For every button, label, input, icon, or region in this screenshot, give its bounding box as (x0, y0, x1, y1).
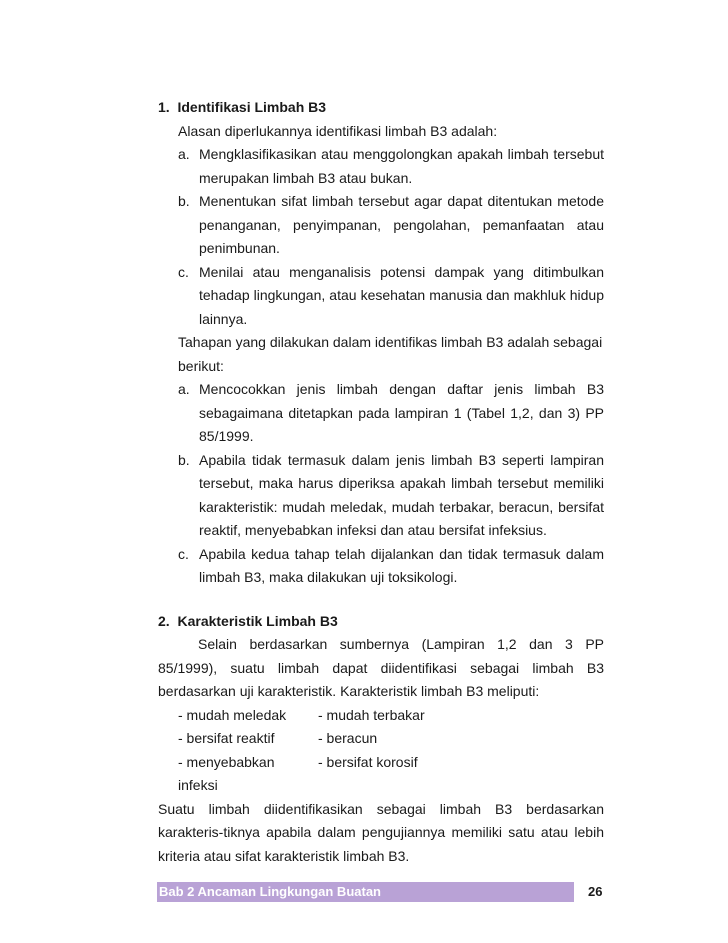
section-1-heading (158, 96, 604, 120)
list-marker: c. (178, 263, 189, 280)
list-item (158, 449, 604, 543)
reasons-list (158, 143, 604, 331)
list-item (158, 378, 604, 449)
characteristics-list (158, 704, 604, 798)
section-1-number: 1. (158, 99, 170, 115)
list-item (158, 704, 604, 728)
list-text: Mengklasifikasikan atau menggolongkan apakah limbah tersebut merupakan limbah B3 atau bukan. (199, 146, 604, 186)
footer-chapter-title: Bab 2 Ancaman Lingkungan Buatan (159, 884, 381, 899)
list-item (158, 143, 604, 190)
document-body (158, 96, 604, 868)
section-2-number: 2. (158, 612, 170, 629)
list-text: Mencocokkan jenis limbah dengan daftar jenis limbah B3 sebagaimana ditetapkan pada lampiran 1 (Tabel 1,2, dan 3) PP 85/1999. (199, 381, 604, 444)
list-item (158, 543, 604, 590)
steps-list (158, 378, 604, 590)
characteristic: - beracun (318, 730, 378, 746)
list-item (158, 261, 604, 332)
steps-intro: Tahapan yang dilakukan dalam identifikas limbah B3 adalah sebagai berikut: (178, 334, 603, 374)
list-marker: b. (178, 193, 190, 209)
page-number: 26 (588, 884, 603, 899)
list-text: Apabila tidak termasuk dalam jenis limbah B3 seperti lampiran tersebut, maka harus diperiksa apakah limbah tersebut memiliki karakteristik: mudah meledak, mudah terbakar, beracun, bersifat reaktif, menyebabkan infeksi dan atau bersifat infeksius. (199, 451, 604, 538)
section-2-paragraph: Selain berdasarkan sumbernya (Lampiran 1,2 dan 3 PP 85/1999), suatu limbah dapat diidentifikasi sebagai limbah B3 berdasarkan uji karakteristik. Karakteristik limbah B3 meliputi: (158, 636, 604, 699)
characteristic: - bersifat reaktif (178, 730, 275, 746)
characteristic: - bersifat korosif (318, 753, 418, 770)
list-marker: a. (178, 146, 190, 162)
section-2-closing: Suatu limbah diidentifikasikan sebagai limbah B3 berdasarkan karakteris-tiknya apabila dalam pengujiannya memiliki satu atau lebih kriteria atau sifat karakteristik limbah B3. (158, 800, 604, 864)
footer-chapter-bar (157, 882, 574, 902)
list-marker: b. (178, 451, 190, 468)
characteristic: - mudah terbakar (318, 706, 425, 723)
list-text: Menilai atau menganalisis potensi dampak yang ditimbulkan tehadap lingkungan, atau kesehatan manusia dan makhluk hidup lainnya. (199, 263, 604, 327)
section-1-title: Identifikasi Limbah B3 (177, 99, 327, 115)
section-2-heading (158, 610, 604, 634)
characteristic: - menyebabkan infeksi (178, 753, 275, 793)
section-2-title: Karakteristik Limbah B3 (177, 612, 338, 629)
list-item (158, 190, 604, 261)
list-item (158, 727, 604, 751)
list-item (158, 751, 604, 798)
list-marker: c. (178, 545, 189, 562)
section-1-intro: Alasan diperlukannya identifikasi limbah B3 adalah: (178, 122, 498, 139)
list-text: Apabila kedua tahap telah dijalankan dan tidak termasuk dalam limbah B3, maka dilakukan uji toksikologi. (199, 545, 604, 585)
list-marker: a. (178, 381, 190, 397)
list-text: Menentukan sifat limbah tersebut agar dapat ditentukan metode penanganan, penyimpanan, pengolahan, pemanfaatan atau penimbunan. (199, 193, 604, 256)
section-spacer (158, 590, 604, 610)
characteristic: - mudah meledak (178, 706, 287, 723)
